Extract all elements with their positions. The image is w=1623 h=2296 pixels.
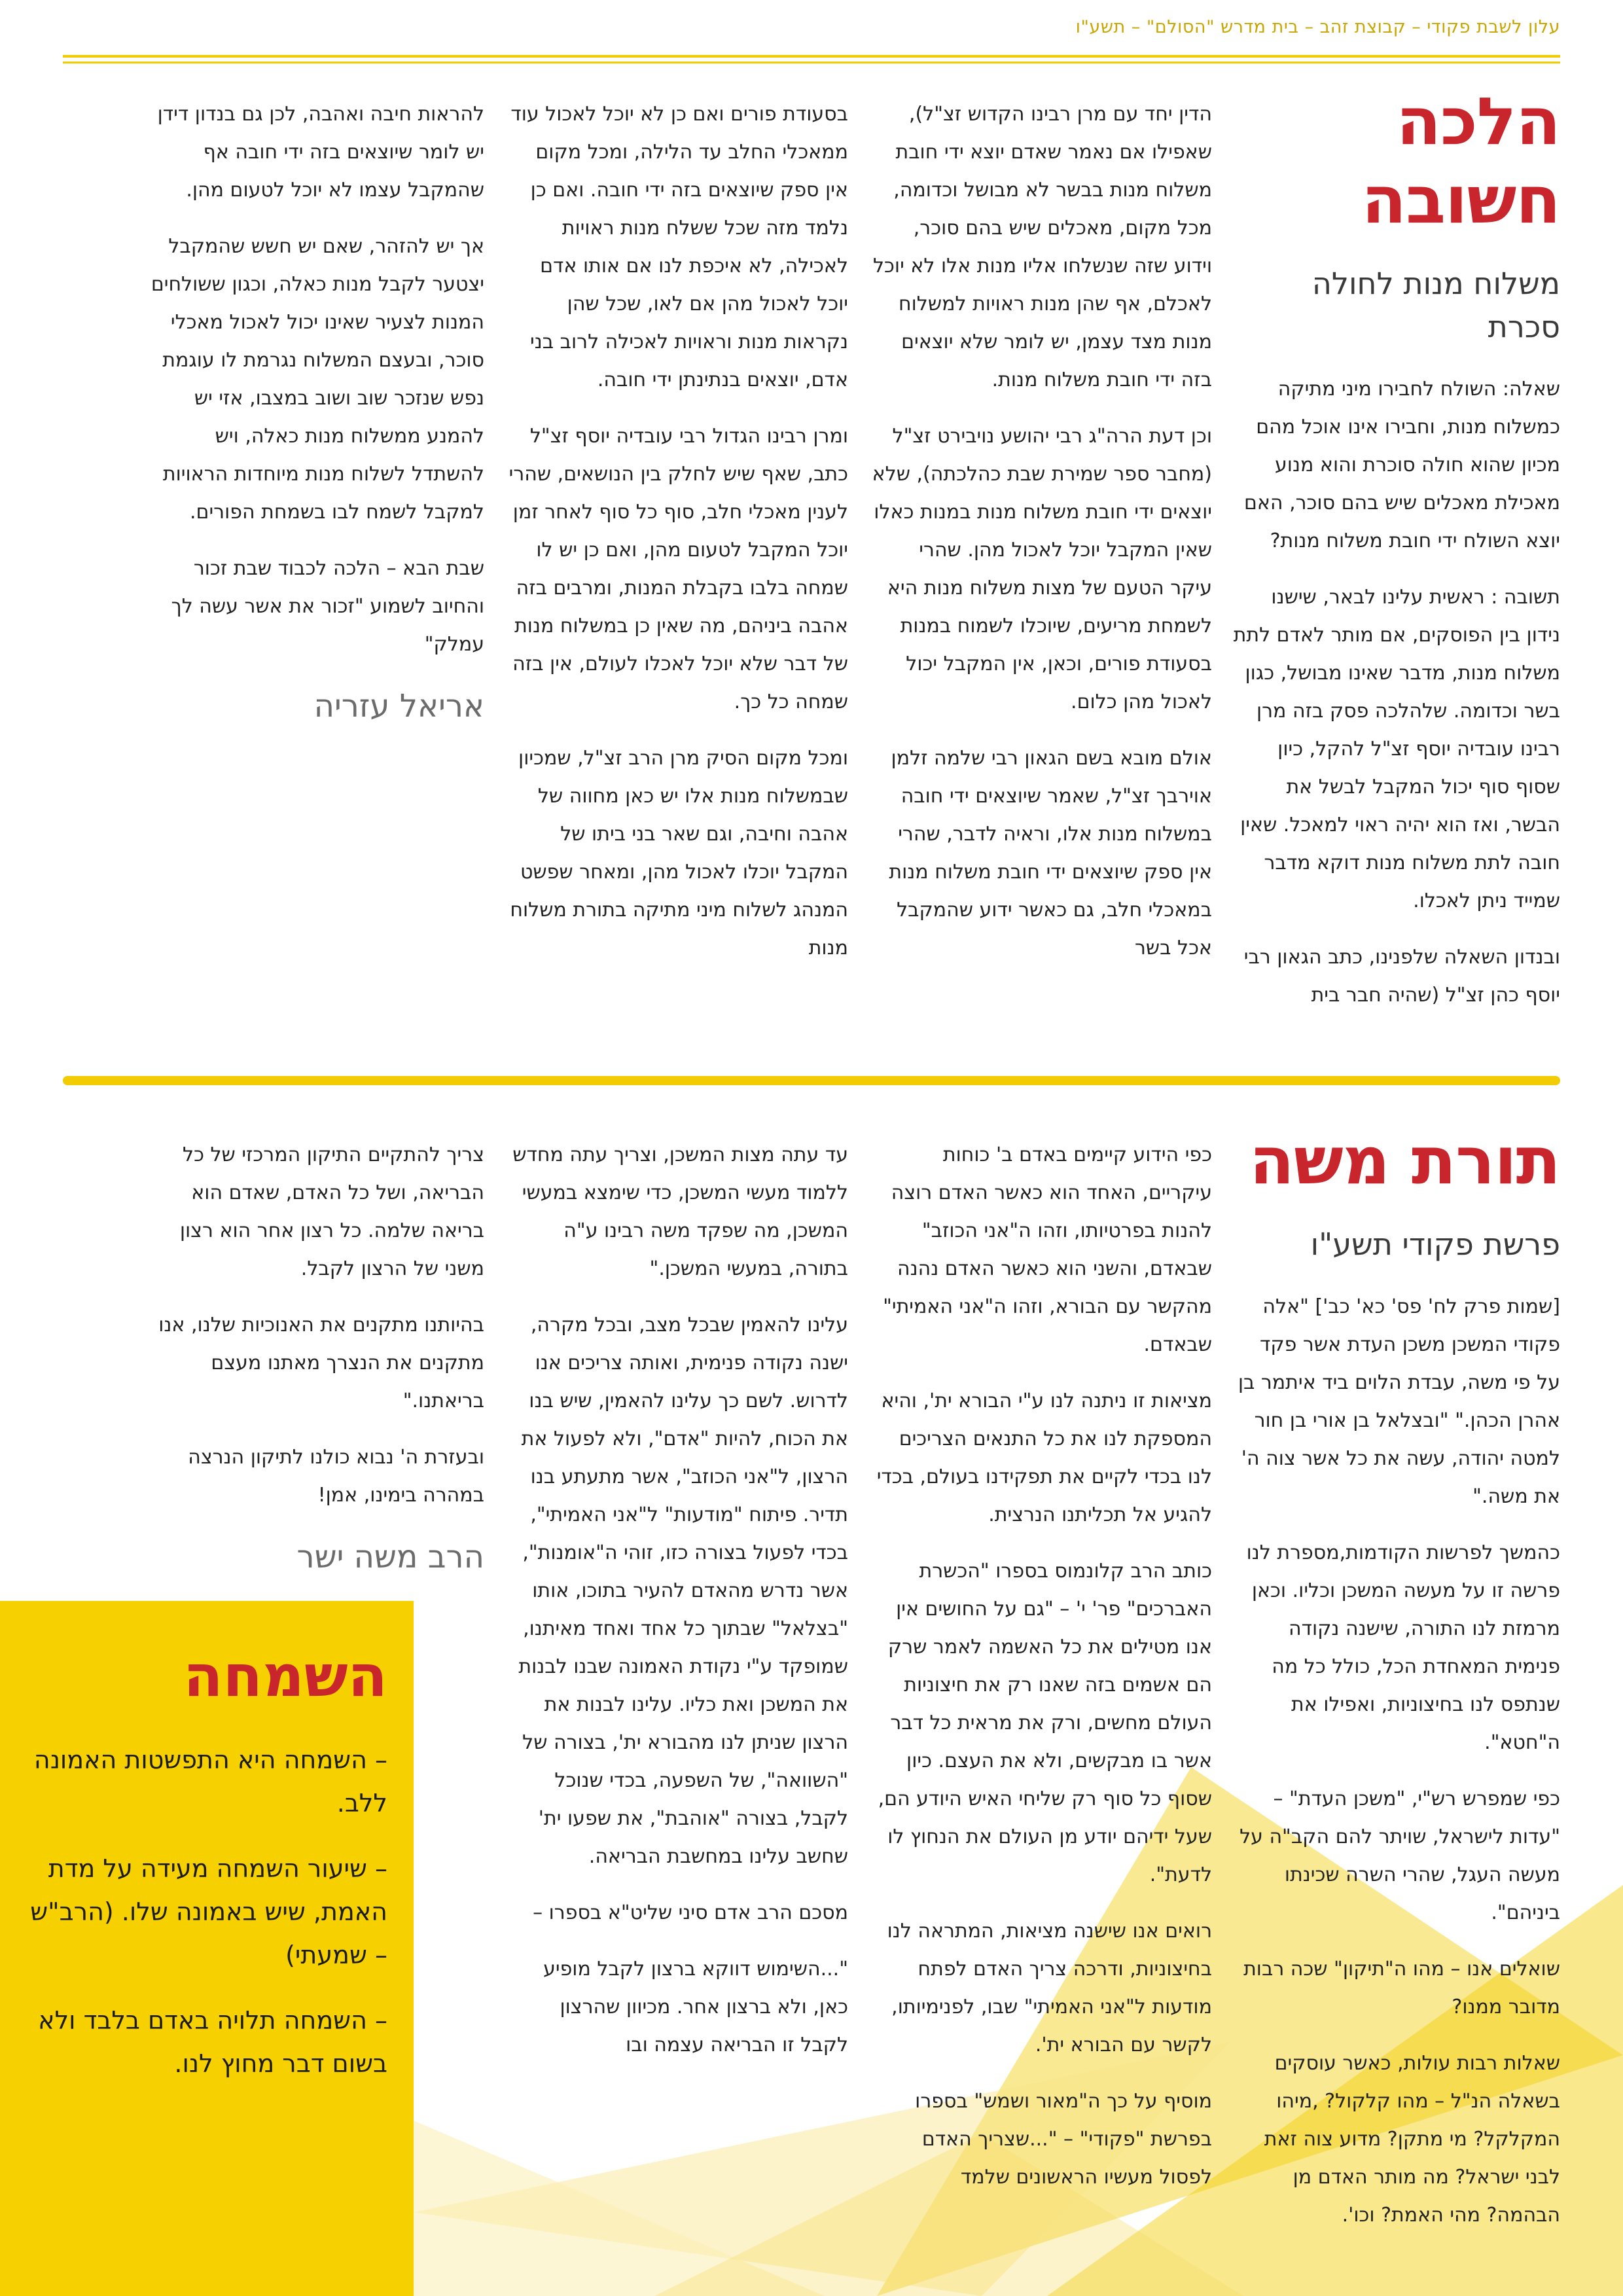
paragraph: תשובה : ראשית עלינו לבאר, שישנו נידון בין הפוסקים, אם מותר לאדם לתת משלוח מנות, מדבר שאינו מבושל, כגון בשר וכדומה. שלהלכה פסק בזה מרן רבינו עובדיה יוסף זצ"ל להקל, כיון שסוף סוף יכול המקבל לבשל את הבשר, ואז הוא יהיה ראוי למאכל. שאין חובה לתת משלוח מנות דוקא מדבר שמייד ניתן לאכלו. [1233,586,1560,912]
paragraph: עלינו להאמין שבכל מצב, ובכל מקרה, ישנה נקודה פנימית, ואותה צריכים אנו לדרוש. לשם כך עלינו להאמין, שיש בנו את הכוח, להיות "אדם", ולא לפעול את הרצון, ל"אני הכוזב", אשר מתעתע בנו תדיר. פיתוח "מודעות" ל"אני האמיתי", בכדי לפעול בצורה כזו, זוהי ה"אומנות", אשר נדרש מהאדם להעיר בתוכו, אותו "בצלאל" שבתוך כל אחד ואחד מאיתנו, שמופקד ע"י נקודת האמונה שבנו לבנות את המשכן ואת כליו. עלינו לבנות את הרצון שניתן לנו מהבורא ית', בצורה של "השוואה", של השפעה, בכדי שנוכל לקבל, בצורה "אוהבת", את שפעו ית' שחשב עלינו במחשבת הבריאה. [518,1314,848,1868]
paragraph: שבת הבא – הלכה לכבוד שבת זכור והחיוב לשמוע "זכור את אשר עשה לך עמלק" [171,557,484,656]
paragraph: אולם מובא בשם הגאון רבי שלמה זלמן אוירבך זצ"ל, שאמר שיוצאים ידי חובה במשלוח מנות אלו, וראיה לדבר, שהרי אין ספק שיוצאים ידי חובת משלוח מנות במאכלי חלב, גם כאשר ידוע שהמקבל אכל בשר [889,747,1212,960]
halacha-column-2 [872,96,1212,1024]
paragraph: כפי הידוע קיימים באדם ב' כוחות עיקריים, האחד הוא כאשר האדם רוצה להנות בפרטיותו, וזהו ה"אני הכוזב" שבאדם, והשני הוא כאשר האדם נהנה מהקשר עם הבורא, וזהו ה"אני האמיתי" שבאדם. [883,1143,1212,1356]
halacha-column-3 [508,96,848,1024]
paragraph: כותב הרב קלונמוס בספרו "הכשרת האברכים" פר' י' – "גם על החושים אין אנו מטילים את כל האשמה לאמר שרק הם אשמים בזה שאנו רק את חיצוניות העולם מחשים, ורק את מראית כל דבר אשר בו מבקשים, ולא את העצם. כיון שסוף כל סוף רק שליחי האיש היודע הם, שעל ידיהם יודע מן העולם את הנחוץ לו לדעת". [878,1560,1212,1886]
simcha-item: – שיעור השמחה מעידה על מדת האמת, שיש באמונה שלו. (הרב"ש – שמעתי) [30,1854,387,1969]
paragraph: להראות חיבה ואהבה, לכן גם בנדון דידן יש לומר שיוצאים בזה ידי חובה אף שהמקבל עצמו לא יוכל לטעום מהן. [157,103,484,202]
header-title: עלון לשבת פקודי – קבוצת זהב – בית מדרש "הסולם" – תשע"ו [1075,17,1560,37]
halacha-subtitle: משלוח מנות לחולה סכרת [1311,266,1560,344]
torah-column-4 [137,1136,484,1581]
paragraph: בסעודת פורים ואם כן לא יוכל לאכול עוד ממאכלי החלב עד הלילה, ומכל מקום אין ספק שיוצאים בזה ידי חובה. ואם כן נלמד מזה שכל ששלח מנות ראויות לאכילה, לא איכפת לנו אם אותו אדם יוכל לאכול מהן אם לאו, שכל שהן נקראות מנות וראויות לאכילה לרוב בני אדם, יוצאים בנתינתן ידי חובה. [510,103,848,391]
paragraph: ובנדון השאלה שלפנינו, כתב הגאון רבי יוסף כהן זצ"ל (שהיה חבר בית [1243,946,1560,1007]
paragraph: מוסיף על כך ה"מאור ושמש" בספרו בפרשת "פקודי" – "...שצריך האדם לפסול מעשיו הראשונים שלמד [915,2090,1212,2189]
paragraph: אך יש להזהר, שאם יש חשש שהמקבל יצטער לקבל מנות כאלה, וכגון ששולחים המנות לצעיר שאינו יכול לאכול מאכלי סוכר, ובעצם המשלוח נגרמת לו עוגמת נפש שנזכר שוב ושוב במצבו, אזי יש להמנע ממשלוח מנות כאלה, ויש להשתדל לשלוח מנות מיוחדות הראויות למקבל לשמח לבו בשמחת הפורים. [151,235,484,524]
paragraph: ומכל מקום הסיק מרן הרב זצ"ל, שמכיון שבמשלוח מנות אלו יש כאן מחווה של אהבה וחיבה, וגם שאר בני ביתו של המקבל יוכלו לאכול מהן, ומאחר שפשט המנהג לשלוח מיני מתיקה בתורת משלוח מנות [510,747,848,960]
paragraph: הדין יחד עם מרן רבינו הקדוש זצ"ל), שאפילו אם נאמר שאדם יוצא ידי חובת משלוח מנות בבשר לא מבושל וכדומה, מכל מקום, מאכלים שיש בהם סוכר, וידוע שזה שנשלחו אליו מנות אלו לא יוכל לאכלם, אף שהן מנות ראויות למשלוח מנות מצד עצמן, יש לומר שלא יוצאים בזה ידי חובת משלוח מנות. [873,103,1212,391]
torah-subtitle: פרשת פקודי תשע"ו [1310,1227,1560,1262]
simcha-title: השמחה [183,1642,387,1710]
paragraph: רואים אנו שישנה מציאות, המתראה לנו בחיצוניות, ודרכה צריך האדם לפתח מודעות ל"אני האמיתי" שבו, לפנימיותו, לקשר עם הבורא ית'. [887,1920,1212,2056]
halacha-column-4 [137,96,484,1024]
simcha-item: – השמחה תלויה באדם בלבד ולא בשום דבר מחוץ לנו. [38,2006,387,2078]
paragraph: [שמות פרק לח' פס' כא' כב'] "אלה פקודי המשכן משכן העדת אשר פקד על פי משה, עבדת הלוים ביד איתמר בן אהרן הכהן." "ובצלאל בן אורי בן חור למטה יהודה, עשה את כל אשר צוה ה' את משה." [1238,1295,1560,1508]
paragraph: כהמשך לפרשות הקודמות,מספרת לנו פרשה זו על מעשה המשכן וכליו. וכאן מרמזת לנו התורה, שישנה נקודה פנימית המאחדת הכל, כולל כל מה שנתפס לנו בחיצוניות, ואפילו את ה"חטא". [1246,1541,1560,1754]
paragraph: כפי שמפרש רש"י, "משכן העדת" – "עדות לישראל, שויתר להם הקב"ה על מעשה העגל, שהרי השרה שכינתו ביניהם". [1240,1787,1560,1924]
torah-column-3 [508,1136,848,2288]
halacha-column-1 [1233,82,1560,1025]
halacha-title: הלכה חשובה [1361,83,1560,238]
paragraph: צריך להתקיים התיקון המרכזי של כל הבריאה, ושל כל האדם, שאדם הוא בריאה שלמה. כל רצון אחר הוא רצון משני של הרצון לקבל. [179,1143,484,1280]
paragraph: וכן דעת הרה"ג רבי יהושע נויבירט זצ"ל (מחבר ספר שמירת שבת כהלכתה), שלא יוצאים ידי חובת משלוח מנות במנות כאלו שאין המקבל יוכל לאכול מהן. שהרי עיקר הטעם של מצות משלוח מנות היא לשמחת מריעים, שיוכלו לשמוח במנות בסעודת פורים, וכאן, אין המקבל יכול לאכול מהן כלום. [872,425,1212,713]
torah-column-1 [1233,1122,1560,2287]
paragraph: "...השימוש דווקא ברצון לקבל מופיע כאן, ולא ברצון אחר. מכיוון שהרצון לקבל זו הבריאה עצמה ובו [543,1958,848,2056]
paragraph: שאלות רבות עולות, כאשר עוסקים בשאלה הנ"ל – מהו קלקול? ,מיהו המקלקל? מי מתקן? מדוע צוה זאת לבני ישראל? מה מותר האדם מן הבהמה? מהי האמת? וכו'. [1264,2052,1560,2227]
simcha-item: – השמחה היא התפשטות האמונה ללב. [33,1746,387,1818]
paragraph: מציאות זו ניתנה לנו ע"י הבורא ית', והיא המספקת לנו את כל התנאים הצריכים לנו בכדי לקיים את תפקידנו בעולם, בכדי להגיע אל תכליתנו הנרצית. [876,1390,1212,1526]
paragraph: עד עתה מצות המשכן, וצריך עתה מחדש ללמוד מעשי המשכן, כדי שימצא במעשי המשכן, מה שפקד משה רבינו ע"ה בתורה, במעשי המשכן." [512,1143,848,1280]
torah-column-2 [872,1136,1212,2288]
halacha-author: אריאל עזריה [313,688,484,725]
torah-title: תורת משה [1249,1122,1560,1199]
torah-author: הרב משה ישר [296,1539,484,1575]
paragraph: ומרן רבינו הגדול רבי עובדיה יוסף זצ"ל כתב, שאף שיש לחלק בין הנושאים, שהרי לענין מאכלי חלב, סוף כל סוף לאחר זמן יוכל המקבל לטעום מהן, ואם כן יש לו שמחה בלבו בקבלת המנות, ומרבים בזה אהבה ביניהם, מה שאין כן במשלוח מנות של דבר שלא יוכל לאכלו לעולם, אין בזה שמחה כל כך. [508,425,848,713]
paragraph: מסכם הרב אדם סיני שליט"א בספרו – [533,1901,848,1924]
paragraph: בהיותנו מתקנים את האנוכיות שלנו, אנו מתקנים את הנצרך מאתנו מעצם בריאתנו." [158,1314,484,1412]
paragraph: שאלה: השולח לחבירו מיני מתיקה כמשלוח מנות, וחבירו אינו אוכל מהם מכיון שהוא חולה סוכרת והוא מנוע מאכילת מאכלים שיש בהם סוכר, האם יוצא השולח ידי חובת משלוח מנות? [1243,378,1560,552]
paragraph: ובעזרת ה' נבוא כולנו לתיקון הנרצה במהרה בימינו, אמן! [188,1446,484,1507]
paragraph: שואלים אנו – מהו ה"תיקון" שכה רבות מדובר ממנו? [1243,1958,1560,2018]
simcha-box [0,1601,414,2296]
